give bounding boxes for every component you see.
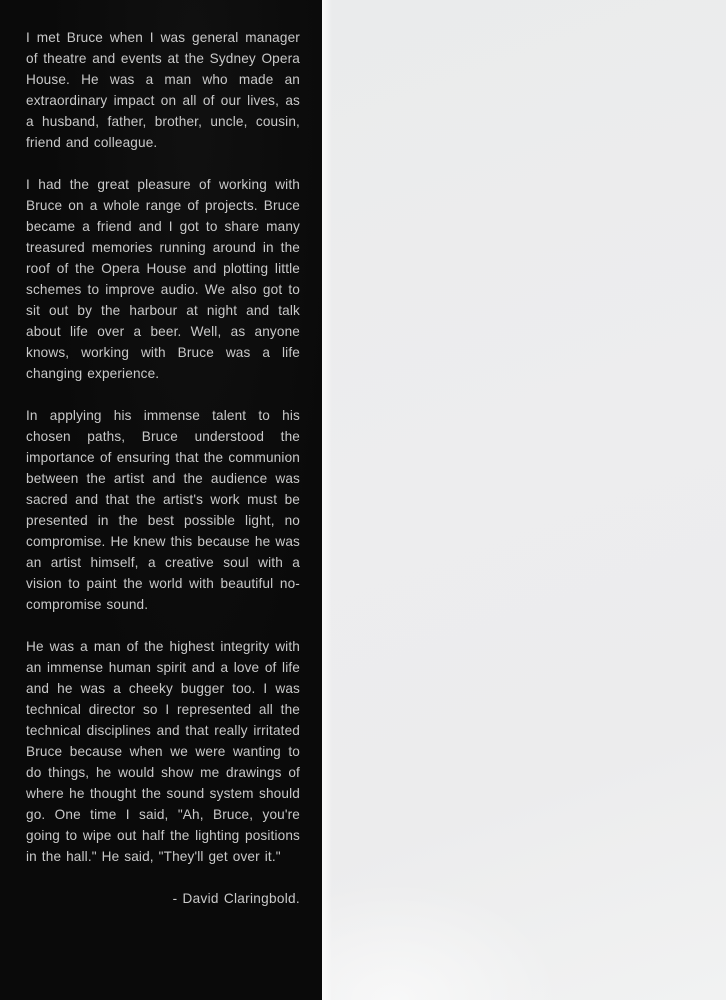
tribute-paragraph-2: I had the great pleasure of working with Bruce on a whole range of projects. Bruce became a friend and I got to share many treasured memories running around in the roof of the Opera House and plotting little schemes to improve audio. We also got to sit out by the harbour at night and talk about life over a beer. Well, as anyone knows, working with Bruce was a life changing experience. xyxy=(26,177,300,381)
tribute-paragraph-3: In applying his immense talent to his chosen paths, Bruce understood the importance of ensuring that the communion between the artist and the audience was sacred and that the artist's work must be presented in the best possible light, no compromise. He knew this because he was an artist himself, a creative soul with a vision to paint the world with beautiful no-compromise sound. xyxy=(26,408,300,612)
attribution-signature: - David Claringbold. xyxy=(172,891,300,906)
tribute-page xyxy=(0,0,322,1000)
blank-facing-page xyxy=(322,0,726,1000)
tribute-paragraph-1: I met Bruce when I was general manager of theatre and events at the Sydney Opera House. He was a man who made an extraordinary impact on all of our lives, as a husband, father, brother, uncle, cousin, friend and colleague. xyxy=(26,30,300,150)
tribute-text-block xyxy=(26,27,300,909)
tribute-paragraph-4: He was a man of the highest integrity with an immense human spirit and a love of life and he was a cheeky bugger too. I was technical director so I represented all the technical disciplines and that really irritated Bruce because when we were wanting to do things, he would show me drawings of where he thought the sound system should go. One time I said, "Ah, Bruce, you're going to wipe out half the lighting positions in the hall." He said, "They'll get over it." xyxy=(26,639,300,864)
